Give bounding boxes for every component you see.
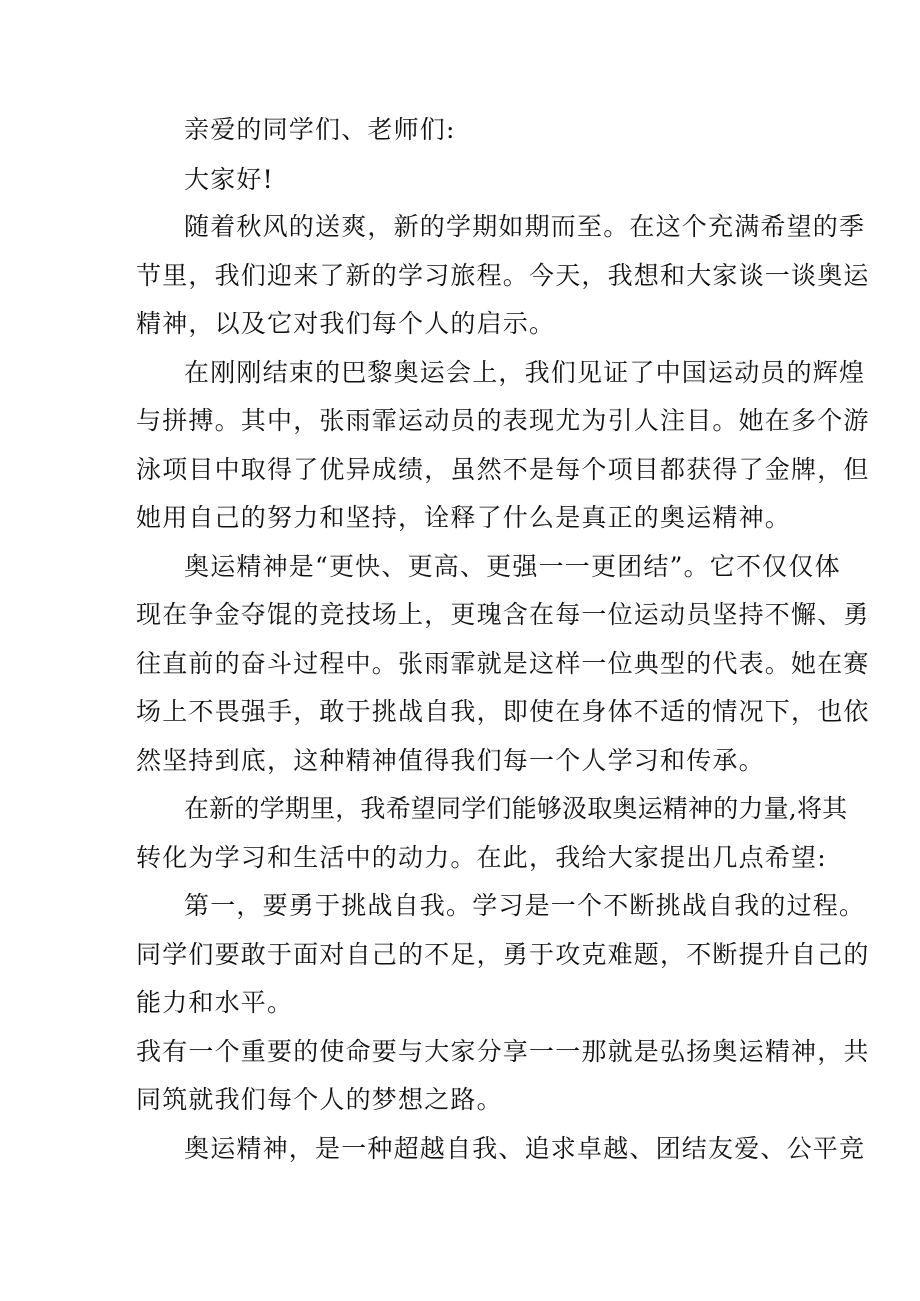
paragraph-line: 精神，以及它对我们每个人的启示。 xyxy=(136,309,556,338)
paragraph-line: 现在争金夺馄的竞技场上，更瑰含在每一位运动员坚持不懈、勇 xyxy=(136,600,870,629)
paragraph-line: 场上不畏强手，敢于挑战自我，即使在身体不适的情况下，也依 xyxy=(136,697,870,726)
salutation: 亲爱的同学们、老师们: xyxy=(184,115,456,144)
greeting: 大家好! xyxy=(184,165,274,194)
paragraph-line: 与拼搏。其中，张雨霏运动员的表现尤为引人注目。她在多个游 xyxy=(136,406,870,435)
paragraph-line: 她用自己的努力和坚持，诠释了什么是真正的奥运精神。 xyxy=(136,503,792,532)
paragraph-line: 同筑就我们每个人的梦想之路。 xyxy=(136,1085,503,1114)
paragraph-line: 奥运精神是“更快、更高、更强一一更团结”。它不仅仅体 xyxy=(184,552,841,581)
paragraph-line: 在刚刚结束的巴黎奥运会上，我们见证了中国运动员的辉煌 xyxy=(184,358,866,387)
paragraph-line: 第一，要勇于挑战自我。学习是一个不断挑战自我的过程。 xyxy=(184,891,866,920)
paragraph-line: 我有一个重要的使命要与大家分享一一那就是弘扬奥运精神，共 xyxy=(136,1037,870,1066)
paragraph-line: 泳项目中取得了优异成绩，虽然不是每个项目都获得了金牌，但 xyxy=(136,455,870,484)
paragraph-line: 奥运精神，是一种超越自我、追求卓越、团结友爱、公平竞 xyxy=(184,1134,866,1163)
paragraph-line: 随着秋风的送爽，新的学期如期而至。在这个充满希望的季 xyxy=(184,212,866,241)
paragraph-line: 能力和水平。 xyxy=(136,988,294,1017)
paragraph-line: 节里，我们迎来了新的学习旅程。今天，我想和大家谈一谈奥运 xyxy=(136,261,870,290)
paragraph-line: 往直前的奋斗过程中。张雨霏就是这样一位典型的代表。她在赛 xyxy=(136,649,870,678)
paragraph-line: 在新的学期里，我希望同学们能够汲取奥运精神的力量,将其 xyxy=(184,794,848,823)
paragraph-line: 然坚持到底，这种精神值得我们每一个人学习和传承。 xyxy=(136,746,765,775)
paragraph-line: 转化为学习和生活中的动力。在此，我给大家提出几点希望: xyxy=(136,843,827,872)
paragraph-line: 同学们要敢于面对自己的不足，勇于攻克难题，不断提升自己的 xyxy=(136,940,870,969)
